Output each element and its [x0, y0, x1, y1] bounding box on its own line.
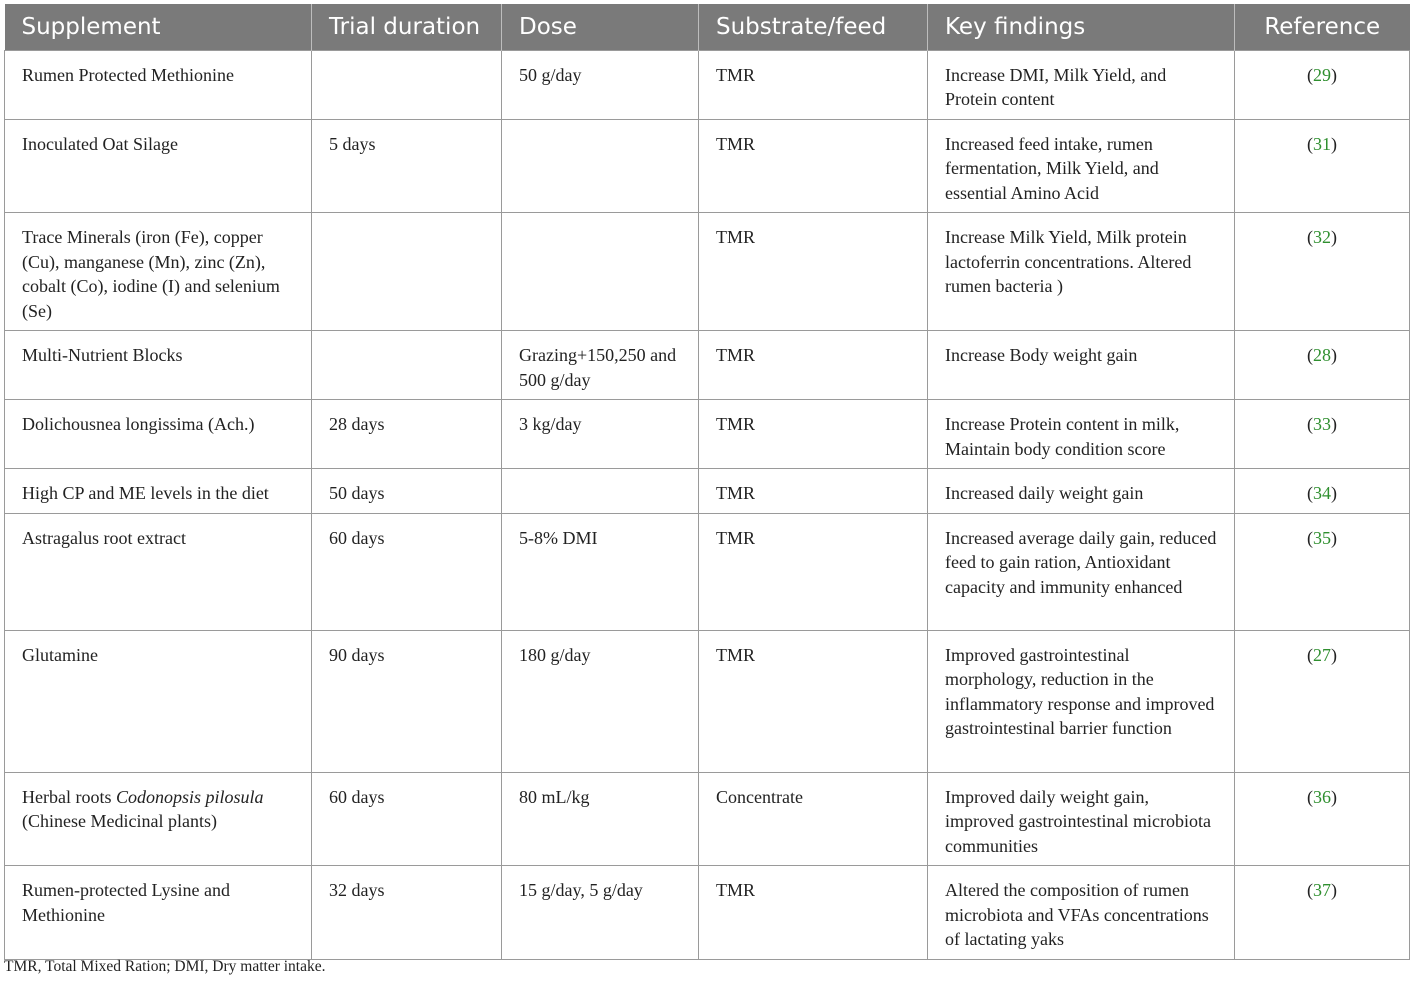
header-key-findings: Key findings	[928, 4, 1235, 50]
cell-duration: 28 days	[312, 400, 502, 469]
cell-reference: (29)	[1235, 50, 1410, 119]
reference-link[interactable]: 35	[1313, 527, 1331, 548]
cell-dose: Grazing+150,250 and 500 g/day	[502, 331, 699, 400]
cell-substrate: TMR	[699, 331, 928, 400]
reference-link[interactable]: 29	[1313, 64, 1331, 85]
cell-dose: 80 mL/kg	[502, 772, 699, 866]
cell-substrate: TMR	[699, 866, 928, 960]
cell-duration: 50 days	[312, 469, 502, 514]
cell-substrate: TMR	[699, 400, 928, 469]
cell-findings: Increase DMI, Milk Yield, and Protein content	[928, 50, 1235, 119]
cell-reference: (33)	[1235, 400, 1410, 469]
cell-substrate: TMR	[699, 213, 928, 331]
cell-reference: (34)	[1235, 469, 1410, 514]
table-row	[5, 400, 1410, 469]
cell-supplement: Inoculated Oat Silage	[5, 119, 312, 213]
reference-link[interactable]: 34	[1313, 483, 1331, 503]
table-row	[5, 50, 1410, 119]
cell-reference: (27)	[1235, 630, 1410, 772]
supplement-suffix: (Chinese Medicinal plants)	[22, 811, 217, 831]
cell-duration: 60 days	[312, 772, 502, 866]
cell-duration: 5 days	[312, 119, 502, 213]
header-dose: Dose	[502, 4, 699, 50]
cell-reference: (28)	[1235, 331, 1410, 400]
table-row	[5, 119, 1410, 213]
cell-substrate: TMR	[699, 50, 928, 119]
header-substrate-feed: Substrate/feed	[699, 4, 928, 50]
cell-dose: 50 g/day	[502, 50, 699, 119]
cell-duration: 32 days	[312, 866, 502, 960]
cell-findings: Increase Protein content in milk, Maintain body condition score	[928, 400, 1235, 469]
cell-reference: (37)	[1235, 866, 1410, 960]
reference-link[interactable]: 27	[1313, 644, 1331, 665]
cell-duration	[312, 213, 502, 331]
cell-supplement: Trace Minerals (iron (Fe), copper (Cu), manganese (Mn), zinc (Zn), cobalt (Co), iodine (I) and selenium (Se)	[5, 213, 312, 331]
cell-findings: Improved daily weight gain, improved gastrointestinal microbiota communities	[928, 772, 1235, 866]
cell-duration	[312, 331, 502, 400]
cell-dose	[502, 213, 699, 331]
cell-findings: Increase Body weight gain	[928, 331, 1235, 400]
supplements-table-container	[4, 4, 1409, 960]
cell-findings: Increased average daily gain, reduced feed to gain ration, Antioxidant capacity and immunity enhanced	[928, 513, 1235, 630]
cell-reference: (35)	[1235, 513, 1410, 630]
reference-link[interactable]: 33	[1313, 414, 1331, 434]
cell-supplement: High CP and ME levels in the diet	[5, 469, 312, 514]
header-supplement: Supplement	[5, 4, 312, 50]
cell-findings: Altered the composition of rumen microbiota and VFAs concentrations of lactating yaks	[928, 866, 1235, 960]
reference-link[interactable]: 28	[1313, 345, 1331, 365]
reference-link[interactable]: 31	[1313, 133, 1331, 154]
cell-supplement	[5, 772, 312, 866]
cell-dose	[502, 119, 699, 213]
cell-supplement: Glutamine	[5, 630, 312, 772]
table-row	[5, 866, 1410, 960]
cell-substrate: TMR	[699, 630, 928, 772]
cell-duration: 90 days	[312, 630, 502, 772]
cell-supplement: Rumen-protected Lysine and Methionine	[5, 866, 312, 960]
cell-dose: 3 kg/day	[502, 400, 699, 469]
supplement-species: Codonopsis pilosula	[115, 786, 264, 807]
table-row	[5, 331, 1410, 400]
cell-dose	[502, 469, 699, 514]
reference-link[interactable]: 37	[1313, 880, 1331, 900]
table-row	[5, 213, 1410, 331]
cell-findings: Increase Milk Yield, Milk protein lactoferrin concentrations. Altered rumen bacteria )	[928, 213, 1235, 331]
table-row	[5, 630, 1410, 772]
cell-reference: (36)	[1235, 772, 1410, 866]
reference-link[interactable]: 36	[1313, 786, 1331, 807]
cell-supplement: Dolichousnea longissima (Ach.)	[5, 400, 312, 469]
table-header-row	[5, 4, 1410, 50]
cell-reference: (31)	[1235, 119, 1410, 213]
table-row	[5, 772, 1410, 866]
supplements-table	[4, 4, 1410, 960]
cell-findings: Improved gastrointestinal morphology, reduction in the inflammatory response and improved gastrointestinal barrier function	[928, 630, 1235, 772]
header-reference: Reference	[1235, 4, 1410, 50]
table-row	[5, 513, 1410, 630]
cell-dose: 15 g/day, 5 g/day	[502, 866, 699, 960]
cell-findings: Increased daily weight gain	[928, 469, 1235, 514]
cell-duration	[312, 50, 502, 119]
table-footnote: TMR, Total Mixed Ration; DMI, Dry matter intake.	[4, 958, 326, 975]
supplement-prefix: Herbal roots	[22, 786, 116, 807]
cell-substrate: TMR	[699, 119, 928, 213]
cell-supplement: Rumen Protected Methionine	[5, 50, 312, 119]
header-trial-duration: Trial duration	[312, 4, 502, 50]
table-row	[5, 469, 1410, 514]
cell-findings: Increased feed intake, rumen fermentation, Milk Yield, and essential Amino Acid	[928, 119, 1235, 213]
cell-reference: (32)	[1235, 213, 1410, 331]
cell-dose: 5-8% DMI	[502, 513, 699, 630]
cell-dose: 180 g/day	[502, 630, 699, 772]
reference-link[interactable]: 32	[1313, 227, 1331, 247]
cell-substrate: TMR	[699, 469, 928, 514]
cell-substrate: Concentrate	[699, 772, 928, 866]
cell-substrate: TMR	[699, 513, 928, 630]
cell-supplement: Multi-Nutrient Blocks	[5, 331, 312, 400]
cell-duration: 60 days	[312, 513, 502, 630]
cell-supplement: Astragalus root extract	[5, 513, 312, 630]
